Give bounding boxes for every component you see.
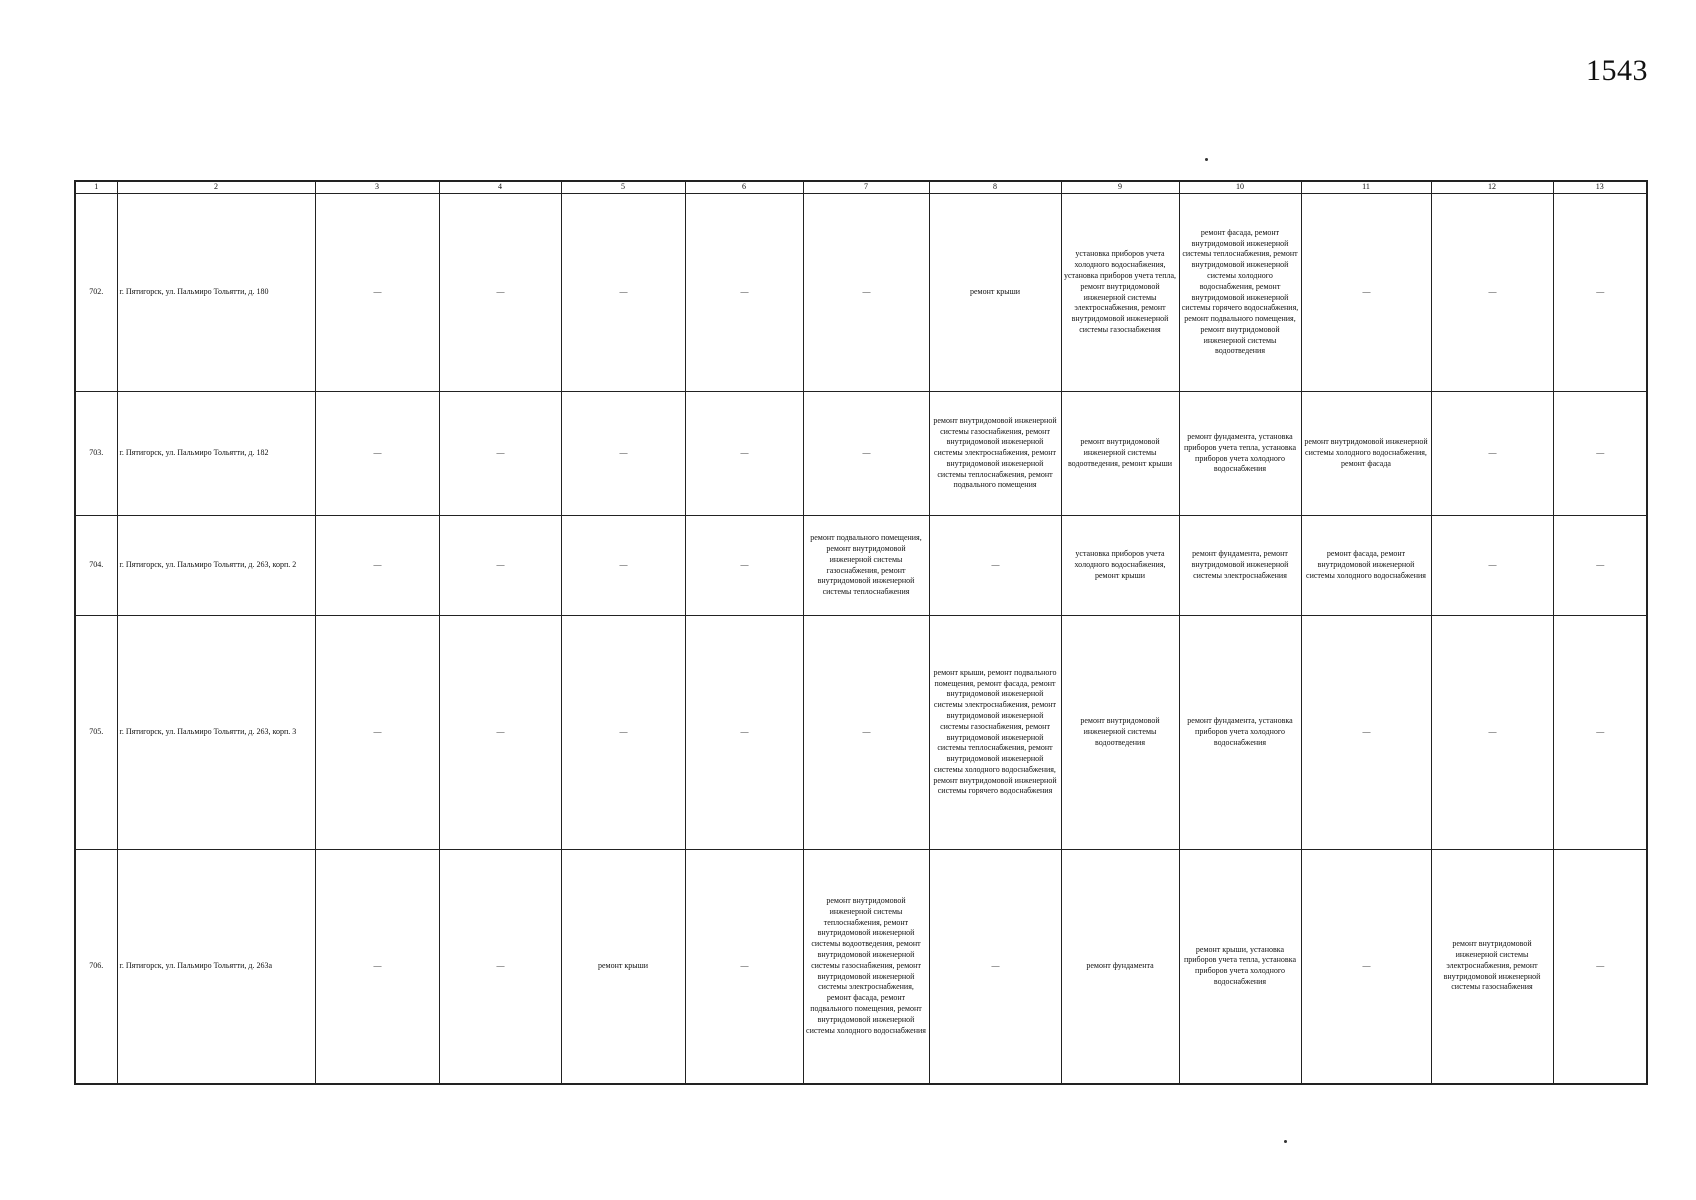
repair-schedule-table — [74, 180, 1648, 1085]
table-cell: — — [315, 194, 439, 392]
table-cell: ремонт крыши, ремонт подвального помещения, ремонт фасада, ремонт внутридомовой инженерной системы электроснабжения, ремонт внутридомовой инженерной системы газоснабжения, ремонт внутридомовой инженерной системы теплоснабжения, ремонт внутридомовой инженерной системы холодного водоснабжения, ремонт внутридомовой инженерной системы горячего водоснабжения — [929, 616, 1061, 850]
table-cell: — — [561, 516, 685, 616]
table-cell: — — [1301, 850, 1431, 1084]
address-cell: г. Пятигорск, ул. Пальмиро Тольятти, д. 180 — [117, 194, 315, 392]
table-cell: ремонт внутридомовой инженерной системы электроснабжения, ремонт внутридомовой инженерной системы газоснабжения — [1431, 850, 1553, 1084]
table-cell: — — [1431, 392, 1553, 516]
table-cell: ремонт фундамента — [1061, 850, 1179, 1084]
row-number: 703. — [75, 392, 117, 516]
table-cell: ремонт крыши — [561, 850, 685, 1084]
table-cell: — — [1301, 194, 1431, 392]
table-cell: — — [1553, 516, 1647, 616]
table-cell: — — [439, 194, 561, 392]
table-cell: — — [803, 392, 929, 516]
table-cell: — — [685, 850, 803, 1084]
table-cell: — — [439, 616, 561, 850]
table-cell: ремонт крыши, установка приборов учета тепла, установка приборов учета холодного водоснабжения — [1179, 850, 1301, 1084]
table-cell: — — [1431, 516, 1553, 616]
column-header: 1 — [75, 181, 117, 194]
row-number: 704. — [75, 516, 117, 616]
column-header: 4 — [439, 181, 561, 194]
table-row — [75, 516, 1647, 616]
column-header: 11 — [1301, 181, 1431, 194]
table-cell: — — [315, 616, 439, 850]
table-cell: — — [561, 392, 685, 516]
table-cell: — — [1431, 616, 1553, 850]
table-cell: установка приборов учета холодного водоснабжения, установка приборов учета тепла, ремонт внутридомовой инженерной системы электроснабжения, ремонт внутридомовой инженерной системы газоснабжения — [1061, 194, 1179, 392]
table-cell: — — [439, 392, 561, 516]
row-number: 705. — [75, 616, 117, 850]
row-number: 702. — [75, 194, 117, 392]
table-cell: ремонт внутридомовой инженерной системы газоснабжения, ремонт внутридомовой инженерной системы электроснабжения, ремонт внутридомовой инженерной системы теплоснабжения, ремонт подвального помещения — [929, 392, 1061, 516]
table-cell: ремонт подвального помещения, ремонт внутридомовой инженерной системы газоснабжения, ремонт внутридомовой инженерной системы теплоснабжения — [803, 516, 929, 616]
column-header: 13 — [1553, 181, 1647, 194]
table-cell: — — [561, 194, 685, 392]
column-header: 10 — [1179, 181, 1301, 194]
table-row — [75, 194, 1647, 392]
address-cell: г. Пятигорск, ул. Пальмиро Тольятти, д. 263, корп. 3 — [117, 616, 315, 850]
table-cell: — — [1553, 392, 1647, 516]
table-cell: — — [929, 850, 1061, 1084]
page-number: 1543 — [1586, 54, 1648, 87]
column-number-row — [75, 181, 1647, 194]
table-cell: ремонт крыши — [929, 194, 1061, 392]
table-cell: — — [685, 392, 803, 516]
table-cell: ремонт фасада, ремонт внутридомовой инженерной системы холодного водоснабжения — [1301, 516, 1431, 616]
table-cell: — — [1553, 850, 1647, 1084]
table-cell: — — [1301, 616, 1431, 850]
table-cell: ремонт фундамента, ремонт внутридомовой инженерной системы электроснабжения — [1179, 516, 1301, 616]
table-cell: — — [1431, 194, 1553, 392]
table-cell: — — [561, 616, 685, 850]
table-cell: — — [315, 850, 439, 1084]
table-cell: ремонт фундамента, установка приборов учета тепла, установка приборов учета холодного водоснабжения — [1179, 392, 1301, 516]
table-cell: — — [685, 516, 803, 616]
table-row — [75, 850, 1647, 1084]
column-header: 6 — [685, 181, 803, 194]
column-header: 12 — [1431, 181, 1553, 194]
table-cell: — — [1553, 194, 1647, 392]
table-cell: — — [685, 194, 803, 392]
table-cell: ремонт внутридомовой инженерной системы водоотведения — [1061, 616, 1179, 850]
table-row — [75, 392, 1647, 516]
table-cell: — — [803, 194, 929, 392]
column-header: 8 — [929, 181, 1061, 194]
address-cell: г. Пятигорск, ул. Пальмиро Тольятти, д. 263, корп. 2 — [117, 516, 315, 616]
scan-speck — [1205, 158, 1208, 161]
table-cell: — — [1553, 616, 1647, 850]
scan-speck — [1284, 1140, 1287, 1143]
table-cell: — — [315, 516, 439, 616]
table-cell: установка приборов учета холодного водоснабжения, ремонт крыши — [1061, 516, 1179, 616]
table-cell: — — [439, 516, 561, 616]
address-cell: г. Пятигорск, ул. Пальмиро Тольятти, д. 263а — [117, 850, 315, 1084]
table-row — [75, 616, 1647, 850]
table-cell: — — [803, 616, 929, 850]
column-header: 2 — [117, 181, 315, 194]
column-header: 9 — [1061, 181, 1179, 194]
column-header: 5 — [561, 181, 685, 194]
table-cell: ремонт фасада, ремонт внутридомовой инженерной системы теплоснабжения, ремонт внутридомовой инженерной системы холодного водоснабжения, ремонт внутридомовой инженерной системы горячего водоснабжения, ремонт подвального помещения, ремонт внутридомовой инженерной системы водоотведения — [1179, 194, 1301, 392]
table-cell: ремонт фундамента, установка приборов учета холодного водоснабжения — [1179, 616, 1301, 850]
column-header: 3 — [315, 181, 439, 194]
table-cell: — — [439, 850, 561, 1084]
column-header: 7 — [803, 181, 929, 194]
table-cell: ремонт внутридомовой инженерной системы теплоснабжения, ремонт внутридомовой инженерной системы водоотведения, ремонт внутридомовой инженерной системы газоснабжения, ремонт внутридомовой инженерной системы электроснабжения, ремонт фасада, ремонт подвального помещения, ремонт внутридомовой инженерной системы холодного водоснабжения — [803, 850, 929, 1084]
table-cell: — — [685, 616, 803, 850]
table-cell: — — [929, 516, 1061, 616]
table-cell: — — [315, 392, 439, 516]
table-cell: ремонт внутридомовой инженерной системы холодного водоснабжения, ремонт фасада — [1301, 392, 1431, 516]
address-cell: г. Пятигорск, ул. Пальмиро Тольятти, д. 182 — [117, 392, 315, 516]
table-cell: ремонт внутридомовой инженерной системы водоотведения, ремонт крыши — [1061, 392, 1179, 516]
row-number: 706. — [75, 850, 117, 1084]
